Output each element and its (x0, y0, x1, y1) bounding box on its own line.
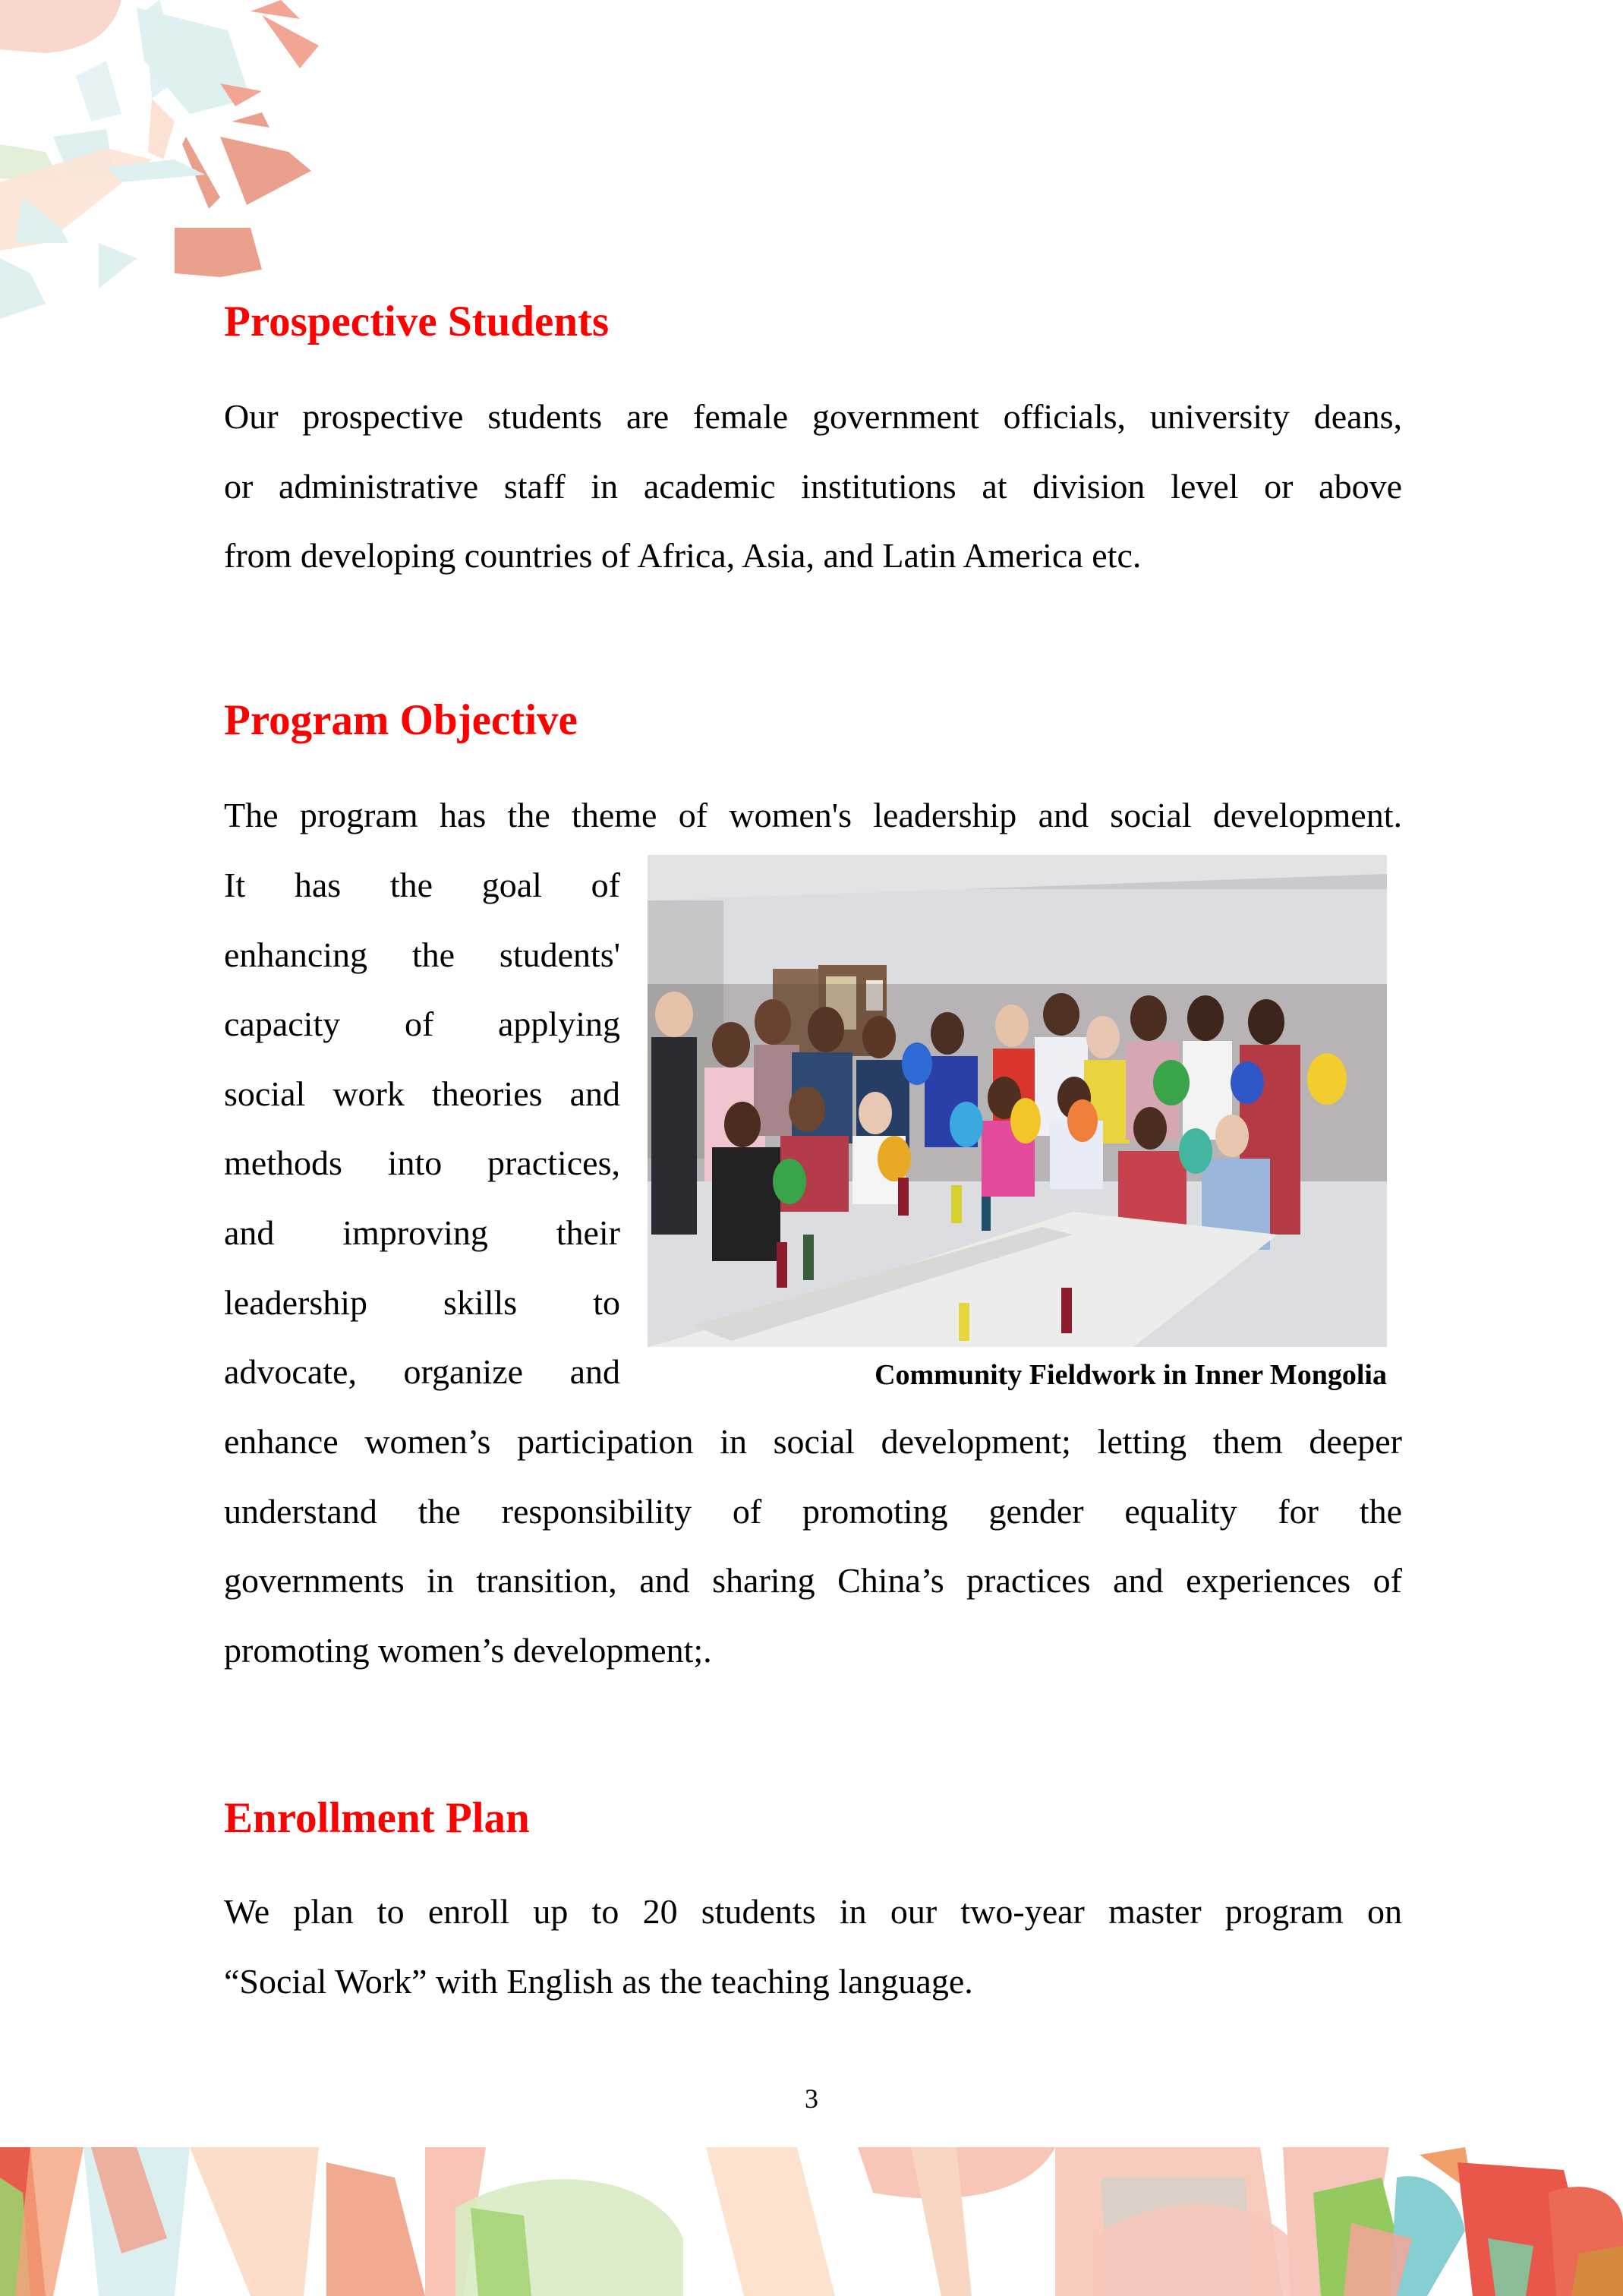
prospective-students-paragraph (224, 382, 1402, 591)
paragraph-line: leadership skills to (224, 1282, 620, 1322)
program-objective-wrapped-text (224, 850, 620, 1407)
section-heading-program-objective: Program Objective (224, 696, 578, 744)
paragraph-line: enhance women’s participation in social development; letting them deeper (224, 1422, 1402, 1461)
page-number: 3 (805, 2083, 818, 2114)
paragraph-line: understand the responsibility of promoting gender equality for the (224, 1491, 1402, 1531)
enrollment-plan-paragraph (224, 1877, 1402, 2016)
paragraph-line: We plan to enroll up to 20 students in our two-year master program on (224, 1892, 1402, 1931)
paragraph-line: or administrative staff in academic institutions at division level or above (224, 466, 1402, 506)
paragraph-line: methods into practices, (224, 1143, 620, 1183)
paragraph-line: capacity of applying (224, 1004, 620, 1044)
paragraph-line: governments in transition, and sharing China’s practices and experiences of (224, 1561, 1402, 1601)
photo-illustration (648, 855, 1387, 1347)
section-heading-prospective-students: Prospective Students (224, 298, 610, 345)
section-heading-enrollment-plan: Enrollment Plan (224, 1794, 530, 1842)
paragraph-line: advocate, organize and (224, 1352, 620, 1392)
paragraph-line: The program has the theme of women's leadership and social development. (224, 796, 1402, 834)
program-objective-intro (224, 781, 1402, 850)
paragraph-line: and improving their (224, 1213, 620, 1252)
paragraph-line: “Social Work” with English as the teaching language. (224, 1961, 973, 2001)
paragraph-line: from developing countries of Africa, Asia, and Latin America etc. (224, 536, 1142, 576)
paragraph-line: Our prospective students are female government officials, university deans, (224, 397, 1402, 436)
photo-caption: Community Fieldwork in Inner Mongolia (875, 1359, 1387, 1391)
top-decoration (0, 0, 334, 342)
community-fieldwork-photo (648, 855, 1387, 1347)
paragraph-line: promoting women’s development;. (224, 1630, 712, 1670)
paragraph-line: enhancing the students' (224, 935, 620, 974)
paragraph-line: social work theories and (224, 1074, 620, 1113)
program-objective-continued (224, 1407, 1402, 1685)
bottom-decoration (0, 2147, 1623, 2296)
paragraph-line: It has the goal of (224, 866, 620, 904)
